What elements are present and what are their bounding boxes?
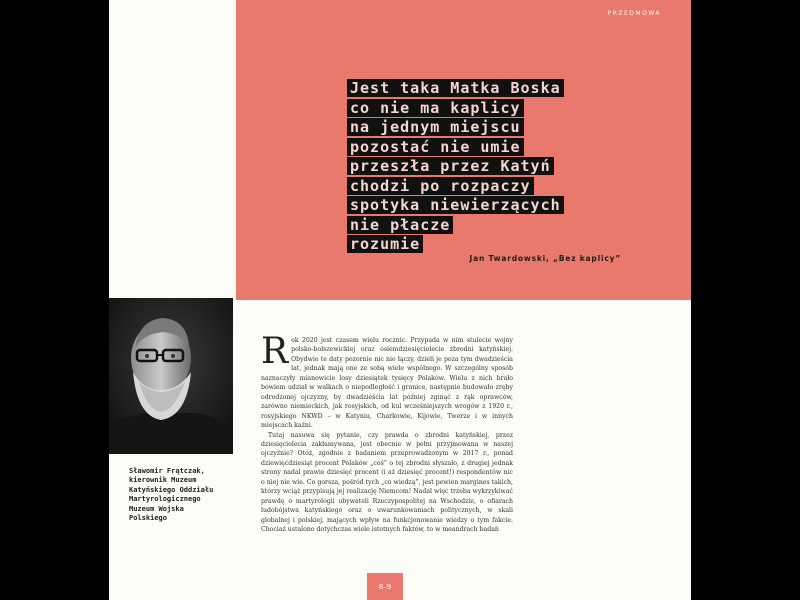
portrait-image (109, 298, 233, 454)
poem-panel (236, 0, 691, 300)
caption-line: kierownik Muzeum (129, 476, 197, 485)
poem-line: Jest taka Matka Boska (347, 78, 564, 98)
caption-line: Polskiego (129, 514, 167, 523)
poem-line: przeszła przez Katyń (347, 156, 564, 176)
section-label: PRZEDMOWA (607, 10, 661, 17)
poem-line: chodzi po rozpaczy (347, 176, 564, 196)
article-paragraph: Rok 2020 jest czasem wielu rocznic. Przypada w nim stulecie wojny polsko-bolszewickiej oraz osiemdziesięciolecie zbrodni katyńskiej. Obydwie te daty pozornie nic nie łączy, dzieli je poza tym dwadzieścia lat, jednak mają one ze sobą wiele wspólnego. W szczególny sposób naznaczyły mianowicie losy dziesiątek tysięcy Polaków. Wielu z nich brało bowiem udział w walkach o niepodległość i granice, następnie budowało zręby odrodzonej ojczyzny, by dwadzieścia lat później zginąć z rąk oprawców, zarówno niemieckich, jak rosyjskich, od kul wcześniejszych wrogów z 1920 r., rosyjskiego NKWD – w Katyniu, Charkowie, Kijowie, Twerze i w innych miejscach kaźni. (261, 331, 513, 430)
poem-attribution: Jan Twardowski, „Bez kaplicy” (469, 254, 621, 263)
poem-line: spotyka niewierzących (347, 195, 564, 215)
caption-line: Martyrologicznego (129, 495, 201, 504)
page-number: 8–9 (367, 573, 403, 600)
caption-line: Sławomir Frątczak, (129, 467, 205, 475)
poem-line: na jednym miejscu (347, 117, 564, 137)
portrait-caption (129, 467, 244, 523)
poem-line: rozumie (347, 234, 564, 254)
magazine-page (109, 0, 691, 600)
drop-cap: R (261, 331, 289, 372)
poem-line: nie płacze (347, 215, 564, 235)
poem-line: pozostać nie umie (347, 137, 564, 157)
caption-line: Katyńskiego Oddziału (129, 485, 214, 494)
poem-lines (347, 78, 564, 254)
article-paragraph: Tutaj nasuwa się pytanie, czy prawda o zbrodni katyńskiej, przez dziesięciolecia zakłamywana, jest obecnie w pełni przyjmowana w naszej ojczyźnie? Otóż, zgodnie z badaniem przeprowadzonym w 2017 r., ponad dziewięćdziesiąt procent Polaków „coś” o tej zbrodni słyszało, z drugiej jednak strony nadal prawie dziesięć procent (i aż dziesięć procent!) respondentów nic o niej nie wie. Co gorsza, pośród tych „co wiedzą”, jest pewien margines takich, którzy wciąż przypisują jej realizację Niemcom! Nadal więc trzeba wykrzykiwać prawdę o martyrologii obywateli Rzeczypospolitej na Wschodzie, o ofiarach ludobójstwa katyńskiego oraz o uwarunkowaniach politycznych, w skali globalnej i polskiej, mających wpływ na funkcjonowanie wiedzy o tym fakcie. Chociaż ustalono dotychczas wiele istotnych faktów, to w meandrach badań (261, 431, 513, 534)
portrait-photo (109, 298, 233, 454)
poem-line: co nie ma kaplicy (347, 98, 564, 118)
article-body (261, 331, 513, 535)
caption-line: Muzeum Wojska (129, 504, 184, 513)
